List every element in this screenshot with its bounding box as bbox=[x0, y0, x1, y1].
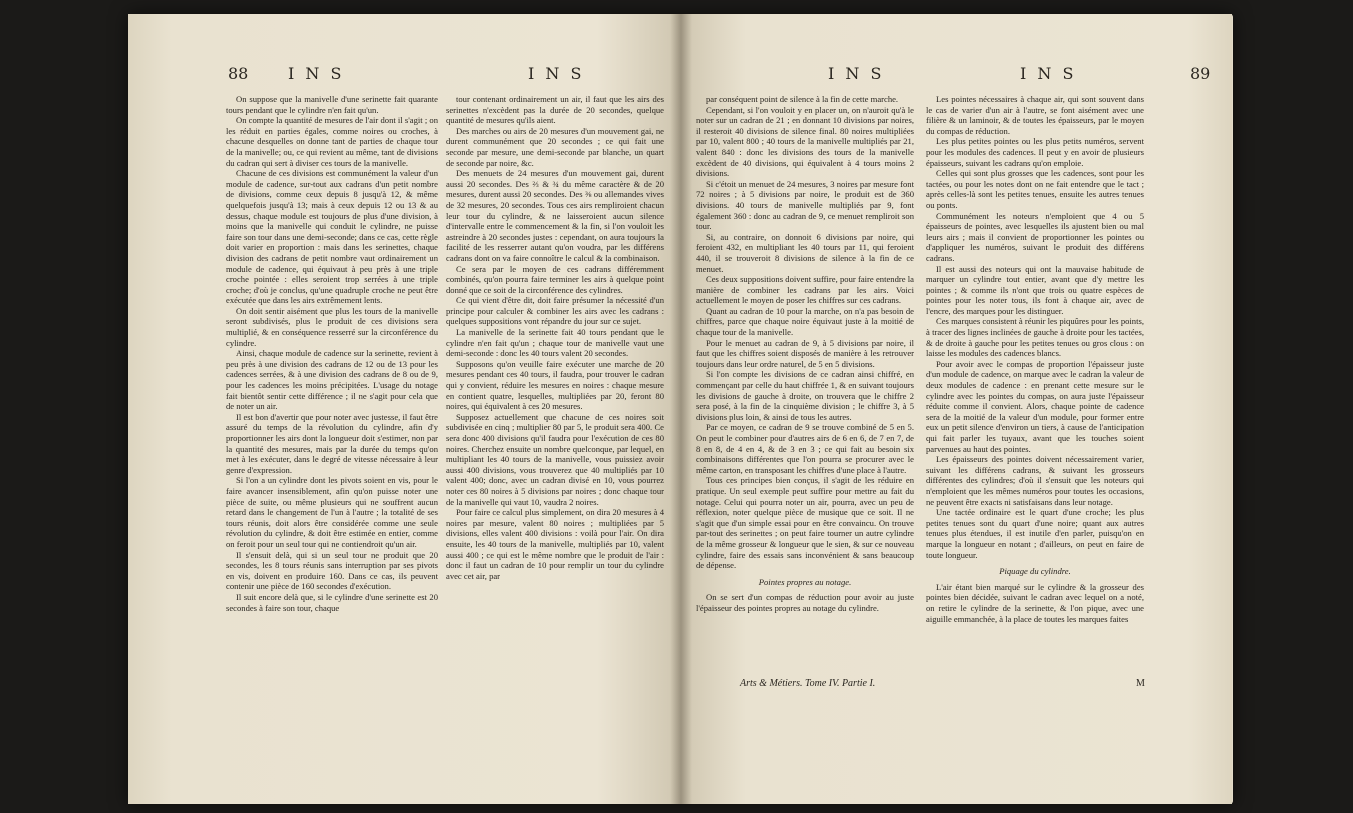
paragraph: par conséquent point de silence à la fin de cette marche. bbox=[706, 94, 899, 104]
paragraph: Des marches ou airs de 20 mesures d'un mouvement gai, ne durent communément que 20 secondes ; ce qui fait une seconde par mesure, une demi-seconde par blanche, un quart de seconde par noire, &c. bbox=[446, 125, 664, 168]
paragraph: Tous ces principes bien conçus, il s'agit de les réduire en pratique. Un seul exemple peut suffire pour mettre au fait du notage. Celui qui pourra noter un air, pourra, avec un peu de réflexion, noter quelque pièce de musique que ce soit. Il ne s'agit que d'un simple essai pour en être convaincu. On trouve par-tout des serinettes ; on peut faire tourner un autre cylindre de la même grosseur & longueur que le sien, & sur ce nouveau cylindre, faire des essais sans inconvénient & sans beaucoup de dépense. bbox=[696, 475, 914, 571]
paragraph: Quant au cadran de 10 pour la marche, on n'a pas besoin de chiffres, parce que chaque noire équivaut juste à la moitié de chaque tour de la manivelle. bbox=[696, 305, 914, 338]
paragraph: Il est aussi des noteurs qui ont la mauvaise habitude de marquer un cylindre tout entier, avant que d'y mettre les pointes ; & comme ils n'ont que trois ou quatre espèces de pointes pour les noter tous, ils font à chaque air, avec de l'encre, des marques pour les distinguer. bbox=[926, 263, 1144, 316]
page-footer: Arts & Métiers. Tome IV. Partie I. bbox=[740, 678, 876, 689]
paragraph: Celles qui sont plus grosses que les cadences, sont pour les tactées, ou pour les notes dont on ne fait entendre que le tact ; après celles-là sont les petites tenues, ensuite les autres tenues ou ponts. bbox=[926, 168, 1144, 210]
paragraph: Ces marques consistent à réunir les piquûres pour les points, à tracer des lignes inclinées de gauche à droite pour les tactées, & de droite à gauche pour les petites tenues ou gros clous : on laisse les modules des cadences blancs. bbox=[926, 316, 1144, 359]
column-1 bbox=[696, 94, 914, 614]
running-head-word-right: I N S bbox=[528, 64, 585, 83]
column-1 bbox=[226, 94, 438, 613]
running-head bbox=[128, 64, 680, 86]
paragraph: Pour avoir avec le compas de proportion l'épaisseur juste d'un module de cadence, on marque avec le cadran la valeur de deux modules de cadence : en prenant cette mesure sur le cylindre avec les pointes du compas, on aura juste l'épaisseur réduite comme il convient. Alors, chaque pointe de cadence sera de la moitié de la valeur d'un module, pour former entre eux un petit silence d'environ un tiers, à cause de l'anticipation qui fait parler les tuyaux, avant que les touches soient parvenues au haut des pointes. bbox=[926, 358, 1144, 454]
paragraph: L'air étant bien marqué sur le cylindre & la grosseur des pointes bien décidée, suivant le cadran avec lequel on a noté, on retire le cylindre de la serinette, & l'on pique, avec une aiguille emmanchée, à la place de toutes les marques faites bbox=[926, 581, 1144, 624]
paragraph: Ce sera par le moyen de ces cadrans différemment combinés, qu'on pourra faire terminer les airs à quelque point donné que ce soit de la circonférence des cylindres. bbox=[446, 263, 664, 295]
paragraph: Des menuets de 24 mesures d'un mouvement gai, durent aussi 20 secondes. Des ⅔ & ¾ du même caractère & de 20 mesures, durent aussi 20 secondes. Des ⅜ ou allemandes vives de 32 mesures, 20 secondes. Tous ces airs rempliroient chacun leur tour du cylindre, & ne laisseroient aucun silence d'intervalle entre le commencement & la fin, si l'on vouloit les astreindre à 20 secondes justes : cependant, on aura toujours la facilité de les resserrer autant qu'on voudra, par les différens cadrans dont on va faire connoître le calcul & la combinaison. bbox=[446, 168, 664, 263]
paragraph: Il est bon d'avertir que pour noter avec justesse, il faut être assuré du temps de la révolution du cylindre, afin d'y proportionner les airs dont la longueur doit s'estimer, non par la quantité des mesures, mais par la durée du temps qu'on met à les exécuter, dans le degré de vitesse nécessaire à leur genre d'expression. bbox=[226, 411, 438, 475]
paragraph: Les épaisseurs des pointes doivent nécessairement varier, suivant les différens cadrans, & suivant les grosseurs différentes des cylindres; d'où il s'ensuit que les noteurs qui n'emploient que les mêmes numéros pour toutes les occasions, ne peuvent être exacts ni satisfaisans dans leur notage. bbox=[926, 454, 1144, 507]
paragraph: Chacune de ces divisions est communément la valeur d'un module de cadence, sur-tout aux cadrans d'un petit nombre de divisions, comme ceux depuis 8 jusqu'à 12, & même quelquefois jusqu'à 13; mais à ceux depuis 12 ou 13 & au dessus, chaque module est toujours de plus d'une division, à moins que la manivelle qui conduit le cylindre, ne puisse faire son tour dans une demi-seconde; dans ce cas, cette règle doit varier en proportion : mais dans les serinettes, chaque division des cadrans de petit nombre vaut ordinairement un module de cadence, qui équivaut à peu près à une triple croche pointée : elles seroient trop serrées à une triple croche; d'où je conclus, qu'une quadruple croche ne peut être exécutée que dans les airs extrêmement lents. bbox=[226, 168, 438, 306]
paragraph: Si c'étoit un menuet de 24 mesures, 3 noires par mesure font 72 noires ; à 5 divisions par noire, le produit est de 360 divisions. 40 tours de manivelle multipliés par 9, font également 360 : donc au cadran de 9, ce menuet rempliroit son tour. bbox=[696, 178, 914, 232]
paragraph: Ainsi, chaque module de cadence sur la serinette, revient à peu près à une division des cadrans de 12 ou de 13 pour les cadences serrées, & à une division des cadrans de 8 ou de 9, pour les cadences les moins précipitées. L'usage du notage fait bientôt sentir cette différence ; il ne s'agit pour cela que de noter un air. bbox=[226, 348, 438, 412]
book-gutter bbox=[670, 14, 692, 804]
running-head bbox=[680, 64, 1232, 86]
paragraph: Les plus petites pointes ou les plus petits numéros, servent pour les modules des cadences. Il peut y en avoir de plusieurs épaisseurs, suivant les cadrans qu'on emploie. bbox=[926, 136, 1144, 168]
paragraph: Pour le menuet au cadran de 9, à 5 divisions par noire, il faut que les chiffres soient disposés de manière à les retrouver toujours dans leur ordre naturel, de 5 en 5 divisions. bbox=[696, 337, 914, 369]
paragraph: Si l'on a un cylindre dont les pivots soient en vis, pour le faire avancer insensiblement, afin qu'on puisse noter une pièce de suite, ou même plusieurs qui ne souffrent aucun retard dans le changement de l'un à l'autre ; la totalité de ses tours réunis, doit alors être considérée comme une seule révolution du cylindre, & doit être estimée en entier, comme on feroit pour un seul tour qui ne contiendroit qu'un air. bbox=[226, 475, 438, 549]
paragraph: On se sert d'un compas de réduction pour avoir au juste l'épaisseur des pointes propres au notage du cylindre. bbox=[696, 592, 914, 613]
section-heading: Piquage du cylindre. bbox=[999, 566, 1071, 577]
paragraph: Cependant, si l'on vouloit y en placer un, on n'auroit qu'à le noter sur un cadran de 21 ; en donnant 10 divisions par noires, il resteroit 40 divisions de silence final. 80 noires multipliées par 10, valent 800 ; 40 tours de la manivelle multipliés par 21, valent 840 : donc les divisions des tours de la manivelle excèdent de 40 divisions, qui équivalent à 4 tours moins 2 divisions. bbox=[696, 104, 914, 179]
paragraph: tour contenant ordinairement un air, il faut que les airs des serinettes n'excèdent pas la durée de 20 secondes, quelque quantité de mesures qu'ils aient. bbox=[446, 94, 664, 126]
paragraph: Il s'ensuit delà, qui si un seul tour ne produit que 20 secondes, les 8 tours réunis sans interruption par ses pivots en vis, doivent en produire 160. Dans ce cas, ils peuvent contenir une pièce de 160 secondes d'exécution. bbox=[226, 549, 438, 592]
signature-mark: M bbox=[1136, 678, 1145, 689]
running-head-word: I N S bbox=[828, 64, 885, 83]
paragraph: Par ce moyen, ce cadran de 9 se trouve combiné de 5 en 5. On peut le combiner pour d'autres airs de 6 en 6, de 7 en 7, de 8 en 8, de 4 en 4, & de 3 en 3 ; ce qui fait au besoin six combinaisons différentes que l'on pourra se procurer avec le même carton, en transposant les chiffres d'une place à l'autre. bbox=[696, 422, 914, 475]
paragraph: Une tactée ordinaire est le quart d'une croche; les plus petites tenues sont du quart d'une noire; quant aux autres tenues plus étendues, il est inutile d'en parler, puisqu'on en marque la longueur en notant ; d'ailleurs, on peut en faire de toute longueur. bbox=[926, 507, 1144, 560]
running-head-word-right: I N S bbox=[1020, 64, 1077, 83]
paragraph: Supposons qu'on veuille faire exécuter une marche de 20 mesures pendant ces 40 tours, il faudra, pour trouver le cadran qui y convient, réduire les mesures en noires : chaque mesure en contient quatre, lesquelles, multipliées par 20, feront 80 noires, qui équivalent à ces 20 mesures. bbox=[446, 358, 664, 412]
paragraph: Pour faire ce calcul plus simplement, on dira 20 mesures à 4 noires par mesure, valent 80 noires ; multipliées par 5 divisions, elles valent 400 divisions : voilà pour l'air. On dira ensuite, les 40 tours de la manivelle, multipliés par 10, valent aussi 400 ; ce qui est le même nombre que le produit de l'air : donc il faut un cadran de 10 pour remplir un tour du cylindre avec cet air, par bbox=[446, 507, 664, 581]
page-number: 89 bbox=[1190, 64, 1211, 83]
right-page bbox=[680, 14, 1232, 804]
column-2 bbox=[926, 94, 1144, 624]
section-heading: Pointes propres au notage. bbox=[758, 576, 852, 587]
paragraph: On suppose que la manivelle d'une serinette fait quarante tours pendant que le cylindre n'en fait qu'un. bbox=[226, 94, 438, 115]
paragraph: Les pointes nécessaires à chaque air, qui sont souvent dans le cas de varier d'un air à l'autre, se font aisément avec une filière & un laminoir, & de toutes les épaisseurs, par le moyen du compas de réduction. bbox=[926, 94, 1144, 136]
paragraph: Ce qui vient d'être dit, doit faire présumer la nécessité d'un principe pour calculer & combiner les airs avec les cadrans : quelques suppositions vont répandre du jour sur ce sujet. bbox=[446, 295, 664, 327]
paragraph: On compte la quantité de mesures de l'air dont il s'agit ; on les réduit en parties égales, comme noires ou croches, à chacune desquelles on donne tant de parties de chaque tour de la manivelle; ou, ce qui revient au même, tant de divisions du cadran qui sert à diviser ces tours de la manivelle. bbox=[226, 115, 438, 168]
paragraph: La manivelle de la serinette fait 40 tours pendant que le cylindre n'en fait qu'un ; chaque tour de manivelle vaut une demi-seconde : donc les 40 tours valent 20 secondes. bbox=[446, 327, 664, 359]
column-2 bbox=[446, 94, 664, 581]
running-head-word: I N S bbox=[288, 64, 345, 83]
left-page bbox=[128, 14, 680, 804]
paragraph: Supposez actuellement que chacune de ces noires soit subdivisée en cinq ; multiplier 80 par 5, le produit sera 400. Ce sera donc 400 divisions qu'il faudra pour l'exécution de ces 80 noires. Cherchez ensuite un nombre quelconque, par lequel, en multipliant les 40 tours de la manivelle, vous puissiez avoir aussi 400 divisions, vous trouverez que 40 multipliés par 10 valent 400; donc, avec un cadran divisé en 10, vous pourrez noter ces 80 noires à 5 divisions par noires ; donc chaque tour de la manivelle qui vaut 10, vaudra 2 noires. bbox=[446, 411, 664, 507]
paragraph: On doit sentir aisément que plus les tours de la manivelle seront subdivisés, plus le produit de ces divisions sera multiplié, & en conséquence resserré sur la circonférence du cylindre. bbox=[226, 305, 438, 348]
paragraph: Il suit encore delà que, si le cylindre d'une serinette est 20 secondes à faire son tour, chaque bbox=[226, 591, 438, 613]
paragraph: Ces deux suppositions doivent suffire, pour faire entendre la manière de combiner les cadrans par les airs. Voici actuellement le moyen de poser les chiffres sur ces cadrans. bbox=[696, 274, 914, 306]
page-number: 88 bbox=[228, 64, 249, 83]
paragraph: Communément les noteurs n'emploient que 4 ou 5 épaisseurs de pointes, avec lesquelles ils ajustent bien ou mal leurs airs ; mais il convient de proportionner les pointes ou d'appliquer les numéros, suivant le produit des différens cadrans. bbox=[926, 210, 1144, 263]
paragraph: Si l'on compte les divisions de ce cadran ainsi chiffré, en commençant par celle du haut chiffrée 1, & en suivant toujours les divisions de gauche à droite, on trouvera que le chiffre 2 sera posé, à la fin de la cinquième division ; le chiffre 3, à 5 divisions plus loin, & ainsi de tous les autres. bbox=[696, 369, 914, 422]
paragraph: Si, au contraire, on donnoit 6 divisions par noire, qui feroient 432, en multipliant les 40 tours par 11, qui feroient 440, il se trouveroit 8 divisions de silence à la fin de ce menuet. bbox=[696, 231, 914, 274]
